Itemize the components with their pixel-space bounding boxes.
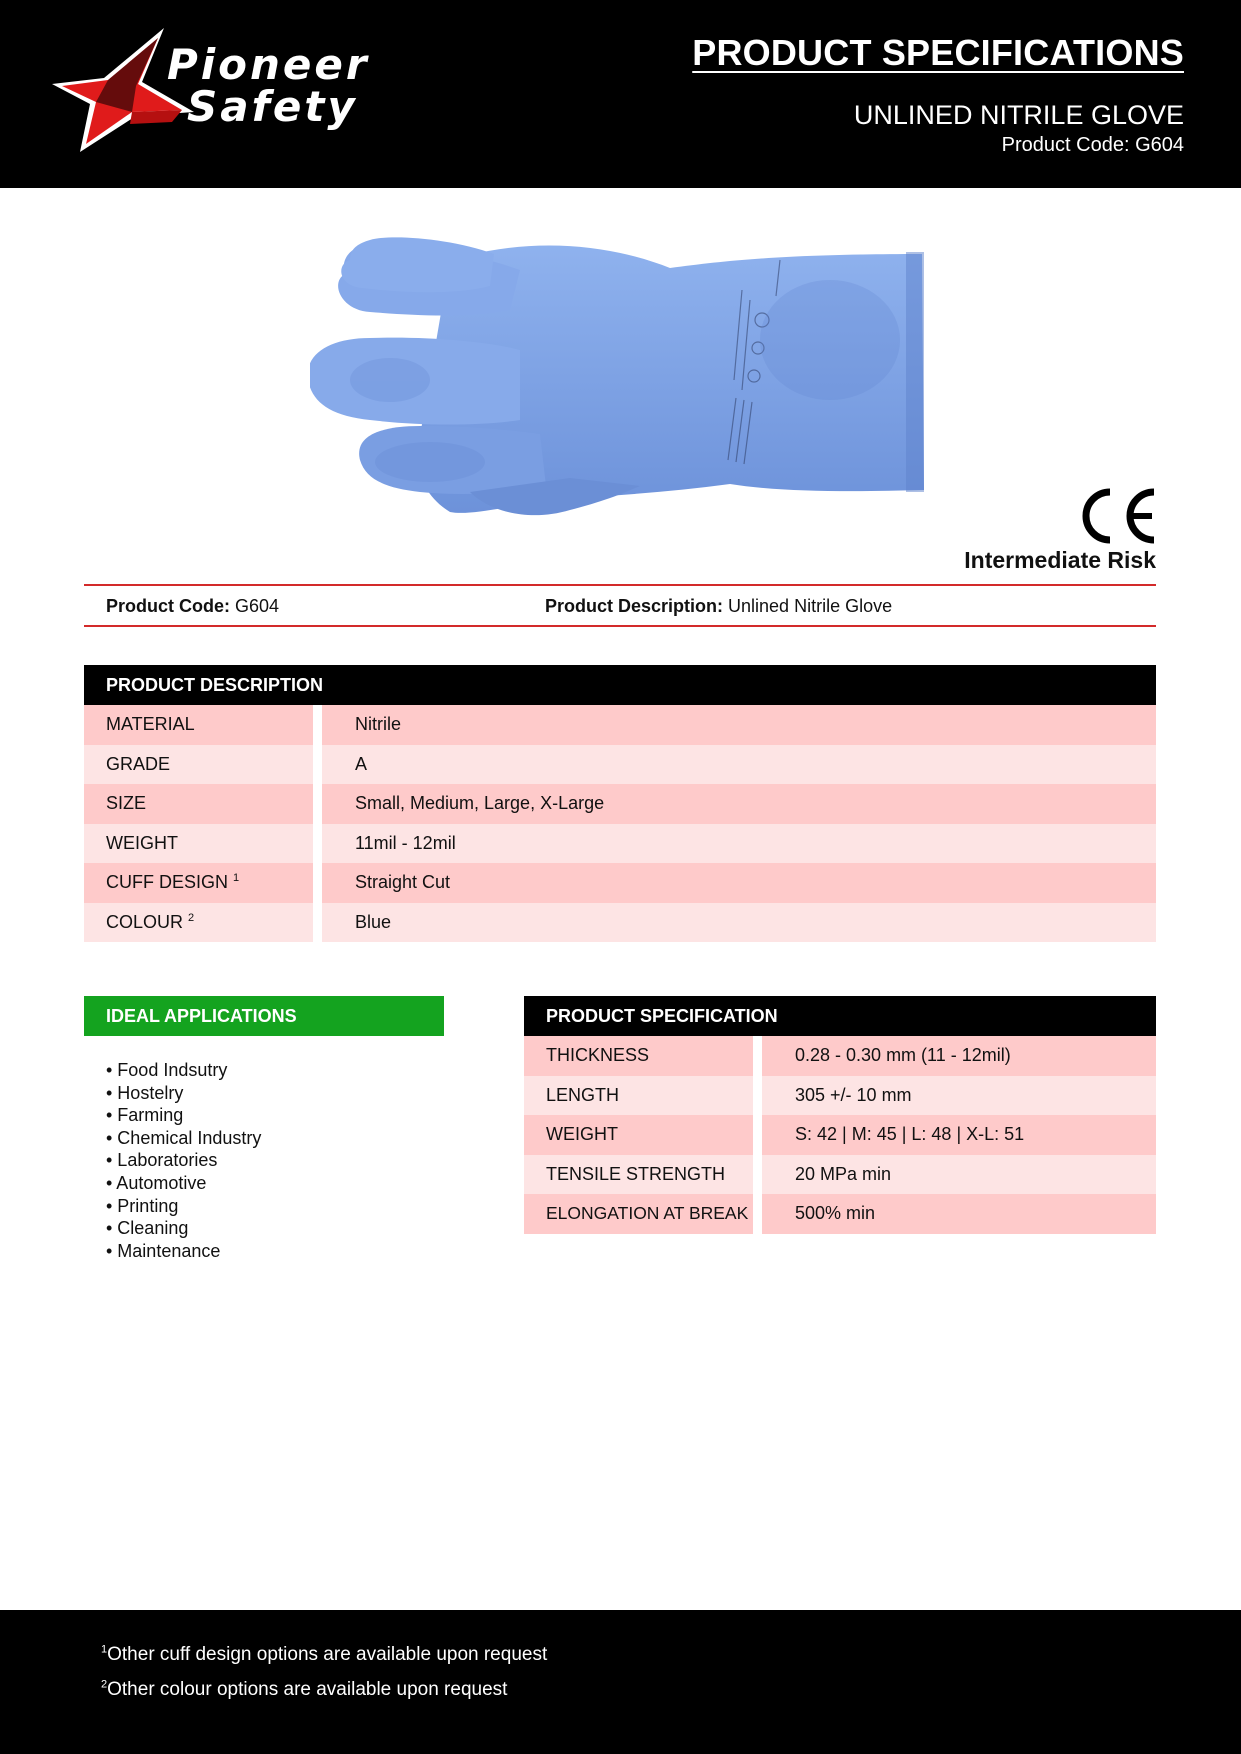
footnote: [101, 1679, 507, 1701]
list-item: • Food Indsutry: [106, 1060, 228, 1080]
list-item: • Automotive: [106, 1172, 207, 1193]
row-label: GRADE: [84, 745, 313, 785]
summary-code: [106, 596, 279, 617]
brand-line2: Safety: [187, 82, 358, 131]
summary-code-label: Product Code:: [106, 596, 230, 616]
row-label: THICKNESS: [524, 1036, 753, 1076]
list-item: • Printing: [106, 1195, 179, 1216]
product-specification-table: [524, 1036, 1156, 1234]
table-row: [524, 1155, 1156, 1195]
page-footer: [0, 1610, 1241, 1754]
header-product-code: Product Code: G604: [1001, 134, 1184, 156]
row-value: S: 42 | M: 45 | L: 48 | X-L: 51: [762, 1115, 1156, 1155]
ce-mark-icon: [1076, 486, 1158, 546]
row-value: 500% min: [762, 1194, 1156, 1234]
list-item: • Hostelry: [106, 1082, 184, 1103]
row-value: Blue: [322, 903, 1156, 943]
row-value: 20 MPa min: [762, 1155, 1156, 1195]
row-value: A: [322, 745, 1156, 785]
product-description-heading: PRODUCT DESCRIPTION: [84, 665, 1156, 705]
footnote-text: Other cuff design options are available upon request: [107, 1644, 548, 1665]
list-item: • Chemical Industry: [106, 1127, 262, 1148]
risk-level: Intermediate Risk: [964, 547, 1156, 573]
product-name: UNLINED NITRILE GLOVE: [853, 100, 1184, 130]
row-value: 11mil - 12mil: [322, 824, 1156, 864]
footnote: [101, 1644, 547, 1666]
row-label: TENSILE STRENGTH: [524, 1155, 753, 1195]
footnote-number: 2: [101, 1678, 108, 1691]
table-row: [84, 745, 1156, 785]
glove-image: [310, 230, 930, 520]
summary-desc-label: Product Description:: [545, 596, 724, 616]
footnote-ref: 2: [188, 911, 195, 924]
product-specification-heading: PRODUCT SPECIFICATION: [524, 996, 1156, 1036]
row-label: WEIGHT: [524, 1115, 753, 1155]
page-title: PRODUCT SPECIFICATIONS: [692, 32, 1184, 73]
footnote-number: 1: [101, 1643, 108, 1656]
table-row: [524, 1194, 1156, 1234]
footnote-ref: 1: [233, 872, 240, 884]
product-summary-bar: [84, 584, 1156, 627]
row-label: WEIGHT: [84, 824, 313, 864]
ideal-applications-heading: IDEAL APPLICATIONS: [84, 996, 444, 1036]
summary-desc-value: Unlined Nitrile Glove: [728, 596, 893, 616]
table-row: [524, 1076, 1156, 1116]
list-item: • Maintenance: [106, 1240, 221, 1261]
row-label: ELONGATION AT BREAK: [524, 1194, 753, 1234]
table-row: [524, 1115, 1156, 1155]
row-value: Small, Medium, Large, X-Large: [322, 784, 1156, 824]
brand-line1: Pioneer: [167, 40, 370, 89]
row-label: MATERIAL: [84, 705, 313, 745]
table-row: [84, 784, 1156, 824]
row-label: COLOUR $^2$: [84, 903, 313, 943]
row-value: 0.28 - 0.30 mm (11 - 12mil): [762, 1036, 1156, 1076]
row-value: 305 +/- 10 mm: [762, 1076, 1156, 1116]
table-row: [84, 824, 1156, 864]
list-item: • Laboratories: [106, 1150, 218, 1171]
summary-description: [545, 596, 892, 617]
summary-code-value: G604: [235, 596, 280, 616]
product-description-table: [84, 705, 1156, 942]
row-value: Straight Cut: [322, 863, 1156, 903]
row-label: SIZE: [84, 784, 313, 824]
table-row: [524, 1036, 1156, 1076]
row-label: CUFF DESIGN $^1$: [84, 863, 313, 903]
footnote-text: Other colour options are available upon request: [107, 1679, 508, 1700]
ideal-applications-list: [106, 1059, 261, 1262]
row-value: Nitrile: [322, 705, 1156, 745]
pioneer-safety-logo: [52, 26, 382, 176]
table-row: [84, 705, 1156, 745]
table-row: [84, 863, 1156, 903]
page-header: [0, 0, 1241, 188]
list-item: • Cleaning: [106, 1218, 189, 1239]
row-label: LENGTH: [524, 1076, 753, 1116]
list-item: • Farming: [106, 1105, 184, 1126]
table-row: [84, 903, 1156, 943]
